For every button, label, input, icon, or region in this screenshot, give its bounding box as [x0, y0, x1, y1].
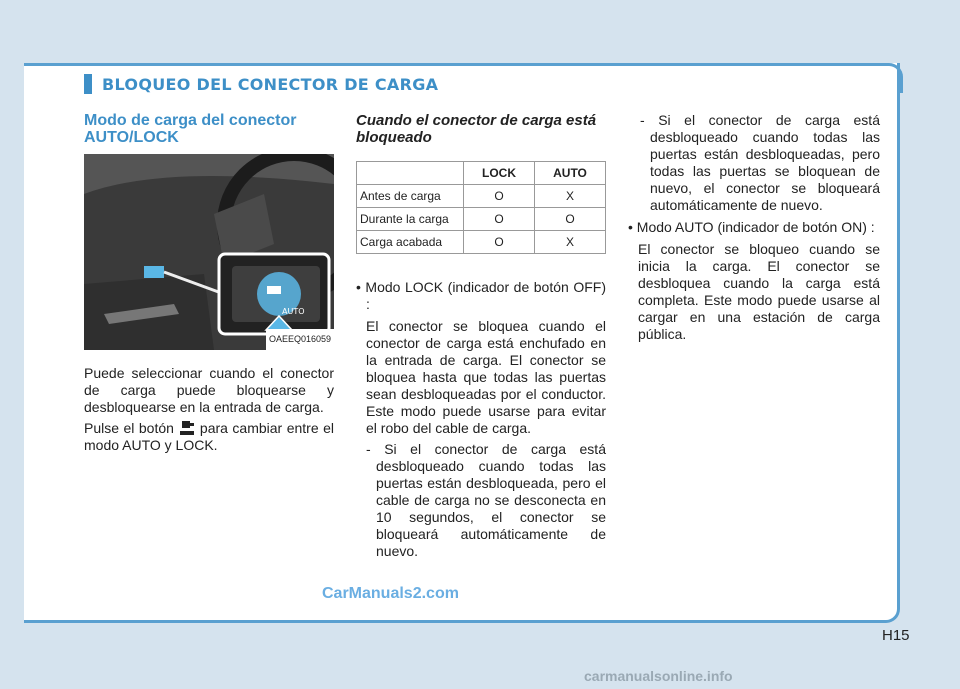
- dashboard-illustration: [84, 154, 334, 350]
- bullet-auto-text: El conector se bloqueo cuando se inicia la carga. El conector se desbloquea cuando la carga está completa. Este modo puede usarse al cargar en una estación de carga pública.: [638, 241, 880, 342]
- watermark-link[interactable]: CarManuals2.com: [322, 585, 459, 602]
- table-row: [357, 231, 606, 254]
- table-cell: Antes de carga: [357, 185, 464, 208]
- bullet-auto-title: • Modo AUTO (indicador de botón ON) :: [628, 219, 875, 235]
- para2-before: Pulse el botón: [84, 420, 174, 436]
- section-header: [84, 74, 438, 94]
- table-header-row: [357, 162, 606, 185]
- table-header-cell: LOCK: [464, 162, 535, 185]
- middle-heading: Cuando el conector de carga está bloqueado: [356, 112, 597, 146]
- auto-lock-button-icon: [178, 420, 196, 436]
- footer-watermark: carmanualsonline.info: [584, 668, 733, 684]
- table-cell: O: [464, 208, 535, 231]
- left-para-1: Puede seleccionar cuando el conector de carga puede bloquearse y desbloquearse en la entrada de carga.: [84, 365, 334, 415]
- table-row: [357, 208, 606, 231]
- middle-column: [356, 112, 606, 560]
- left-column: [84, 112, 334, 454]
- left-heading: Modo de carga del conector AUTO/LOCK: [84, 112, 297, 146]
- page-number: H15: [882, 627, 910, 644]
- dashboard-figure: [84, 154, 334, 350]
- lock-table: [356, 161, 606, 254]
- figure-auto-label: AUTO: [282, 307, 305, 316]
- table-cell: X: [535, 231, 606, 254]
- bullet-lock-title: • Modo LOCK (indicador de botón OFF) :: [356, 279, 606, 312]
- table-header-cell: [357, 162, 464, 185]
- right-column: [628, 112, 880, 343]
- figure-caption: OAEEQ016059: [266, 329, 334, 350]
- bullet-lock-text: El conector se bloquea cuando el conector de carga está enchufado en la entrada de carga. El conector se bloquea hasta que todas las puertas sean desbloqueadas por el conductor. Este modo puede usarse para evitar el robo del cable de carga.: [366, 318, 606, 436]
- table-cell: O: [535, 208, 606, 231]
- header-marker: [84, 74, 92, 94]
- table-cell: Durante la carga: [357, 208, 464, 231]
- section-title: BLOQUEO DEL CONECTOR DE CARGA: [102, 74, 439, 94]
- table-cell: O: [464, 185, 535, 208]
- left-para-2: [84, 420, 334, 454]
- bullet-lock-dash: - Si el conector de carga está desbloqueado cuando todas las puertas están desbloqueada, pero el cable de carga no se desconecta en 10 segundos, el conector se bloqueará automáticamente de nuevo.: [366, 441, 606, 559]
- table-header-cell: AUTO: [535, 162, 606, 185]
- table-row: [357, 185, 606, 208]
- table-cell: O: [464, 231, 535, 254]
- para2-after: para cambiar entre el modo AUTO y LOCK.: [84, 420, 334, 453]
- table-cell: Carga acabada: [357, 231, 464, 254]
- table-cell: X: [535, 185, 606, 208]
- right-dash: - Si el conector de carga está desbloqueado cuando todas las puertas están desbloqueadas, pero todas las puertas se bloquean de nuevo, el conector se bloqueará automáticamente de nuevo.: [640, 112, 880, 213]
